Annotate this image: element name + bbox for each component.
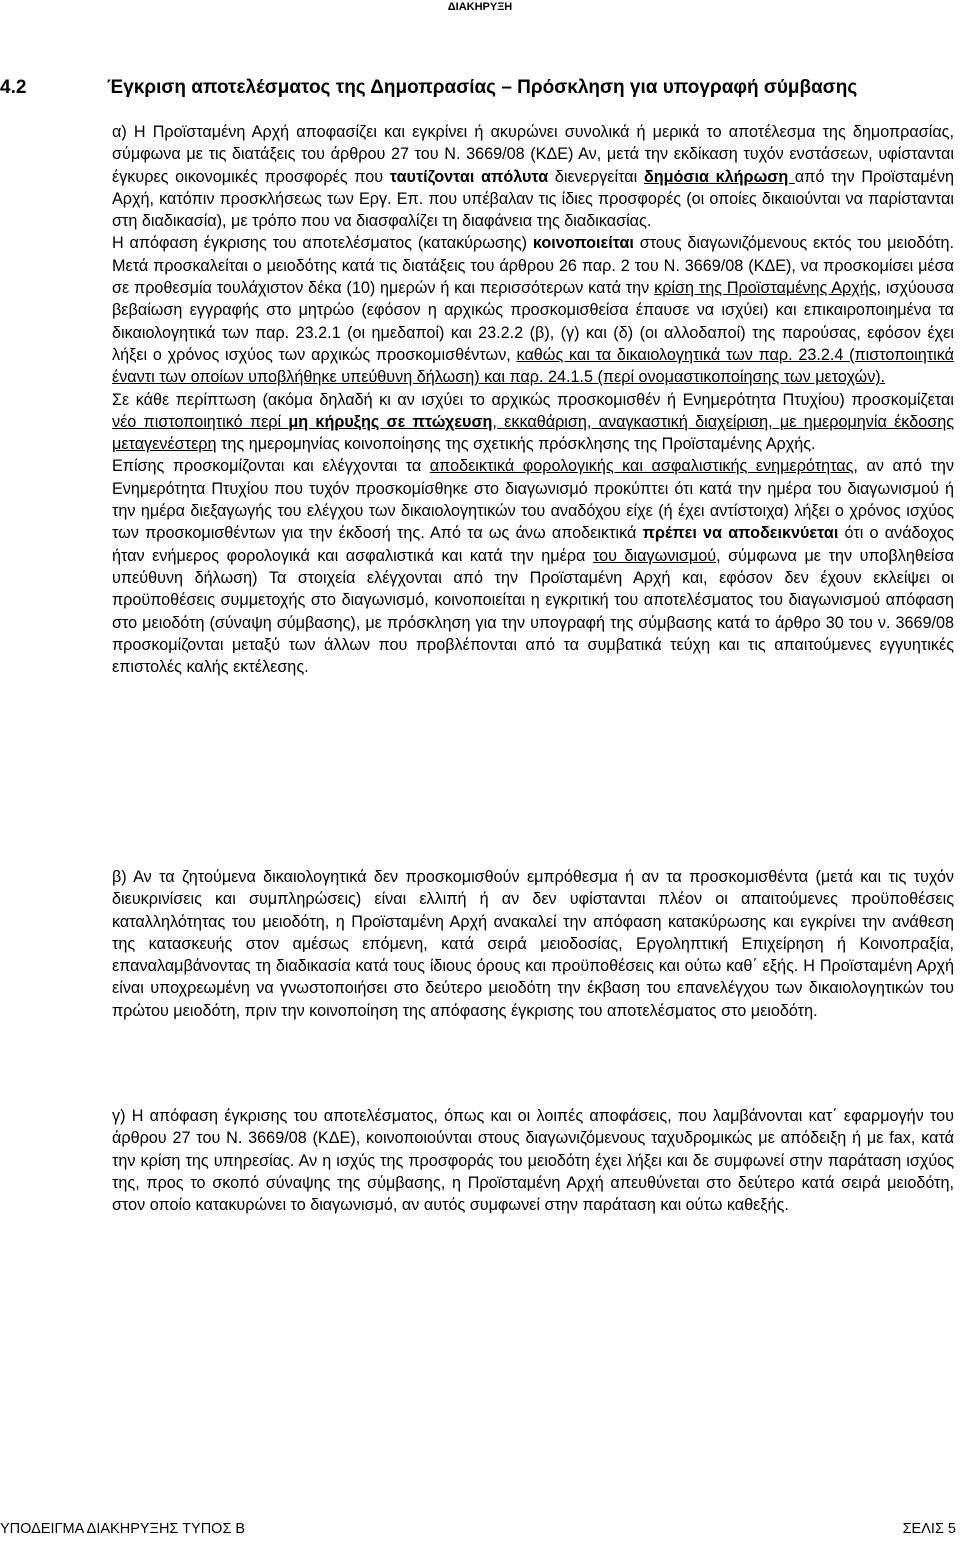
text-run: σύμφωνα με την υποβληθείσα υπεύθυνη δήλωση) Τα στοιχεία ελέγχονται από την Προϊσταμένη Αρχή και, εφόσον δεν έχουν εκλείψει οι προϋποθέσεις συμμετοχής στο διαγωνισμό, κοινοποιείται η εγκριτική του αποτελέσματος του διαγωνισμού απόφαση στο μειοδότη (σύναψη σύμβασης), με πρόσκληση για την υπογραφή της σύμβασης κατά το άρθρο 30 του ν. 3669/08 προσκομίζονται μεταξύ των άλλων που προβλέπονται από τα συμβατικά τεύχη και τις απαιτούμενες εγγυητικές επιστολές καλής εκτέλεσης. bbox=[112, 546, 954, 677]
paragraph-a-text bbox=[112, 232, 954, 388]
emphasis-text: κοινοποιείται bbox=[532, 234, 634, 253]
footer-page-number: ΣΕΛΙΣ 5 bbox=[902, 1521, 956, 1537]
paragraph-c-text: γ) Η απόφαση έγκρισης του αποτελέσματος, όπως και οι λοιπές αποφάσεις, που λαμβάνονται κατ΄ εφαρμογήν του άρθρου 27 του Ν. 3669/08 (ΚΔΕ), κοινοποιούνται στους διαγωνιζόμενους ταχυδρομικώς με απόδειξη ή με fax, κατά την κρίση της υπηρεσίας. Αν η ισχύς της προσφοράς του μειοδότη έχει λήξει και δε συμφωνεί στην παράταση ισχύος της, προς το σκοπό σύναψης της σύμβασης, η Προϊσταμένη Αρχή απευθύνεται στο δεύτερο κατά σειρά μειοδότη, στον οποίο κατακυρώνει το διαγωνισμό, αν αυτός συμφωνεί στην παράταση και ούτω καθεξής. bbox=[112, 1107, 954, 1215]
text-run: , ισχύουσα βεβαίωση εγγραφής στο μητρώο (εφόσον η αρχικώς προσκομισθείσα έπαυσε να ισχύει) και επικαιροποιημένα τα δικαιολογητικά των παρ. 23.2.1 (οι ημεδαποί) και 23.2.2 (β), (γ) και (δ) (οι αλλοδαποί) της παρούσας, εφόσον έχει λήξει ο χρόνος ισχύος των αρχικώς προσκομισθέντων, bbox=[112, 279, 954, 364]
text-run: Η απόφαση έγκρισης του αποτελέσματος (κατακύρωσης) bbox=[112, 234, 533, 253]
emphasis-text: δημόσια κλήρωση bbox=[643, 167, 795, 186]
text-run: διενεργείται bbox=[548, 167, 644, 186]
underlined-text: του διαγωνισμού, bbox=[592, 546, 721, 565]
paragraph-a bbox=[112, 121, 954, 678]
emphasis-text: ταυτίζονται απόλυτα bbox=[389, 167, 549, 186]
text-run: στους διαγωνιζόμενους εκτός του μειοδότη. Μετά προσκαλείται ο μειοδότης κατά τις διατάξεις του άρθρου 26 παρ. 2 του Ν. 3669/08 (ΚΔΕ), να προσκομίσει μέσα σε προθεσμία τουλάχιστον δέκα (10) ημερών ή και περισσότερων κατά την bbox=[112, 234, 955, 298]
text-run: α) Η Προϊσταμένη Αρχή αποφασίζει και εγκρίνει ή ακυρώνει συνολικά ή μερικά το αποτέλεσμα της δημοπρασίας, σύμφωνα με τις διατάξεις του άρθρου 27 του Ν. 3669/08 (ΚΔΕ) Αν, μετά την εκδίκαση τυχόν ενστάσεων, υφίστανται έγκυρες οικονομικές προσφορές που bbox=[112, 123, 954, 186]
document-header: ΔΙΑΚΗΡΥΞΗ bbox=[447, 1, 513, 13]
text-run: ότι ο ανάδοχος ήταν ενήμερος φορολογικά και ασφαλιστικά και κατά την ημέρα bbox=[112, 524, 954, 565]
underlined-text: καθώς και τα δικαιολογητικά των παρ. 23.2.4 (πιστοποιητικά έναντι των οποίων υποβλήθηκε υπεύθυνη δήλωση) και παρ. 24.1.5 (περί ονομαστικοποίησης των μετοχών). bbox=[112, 345, 954, 387]
paragraph-b bbox=[112, 866, 954, 1022]
section-number: 4.2 bbox=[0, 77, 27, 98]
emphasis-text: μη κήρυξης σε πτώχευση bbox=[288, 412, 493, 431]
page-footer bbox=[0, 1519, 956, 1539]
text-run: Σε κάθε περίπτωση (ακόμα δηλαδή κι αν ισχύει το αρχικώς προσκομισθέν ή Ενημερότητα Πτυχίου) προσκομίζεται bbox=[112, 390, 954, 409]
underlined-text: κρίση της Προϊσταμένης Αρχής bbox=[654, 279, 877, 298]
paragraph-a-text bbox=[112, 455, 954, 678]
underlined-text: αποδεικτικά φορολογικής και ασφαλιστικής ενημερότητας bbox=[429, 457, 854, 476]
paragraph-c bbox=[112, 1105, 954, 1216]
underlined-text: , εκκαθάριση, αναγκαστική διαχείριση, με ημερομηνία έκδοσης μεταγενέστερη bbox=[112, 412, 955, 454]
emphasis-text: πρέπει να αποδεικνύεται bbox=[642, 524, 839, 543]
text-run: της ημερομηνίας κοινοποίησης της σχετικής πρόσκλησης της Προϊσταμένης Αρχής. bbox=[216, 435, 816, 454]
section-title: Έγκριση αποτελέσματος της Δημοπρασίας – Πρόσκληση για υπογραφή σύμβασης bbox=[107, 77, 858, 98]
text-run: από την Προϊσταμένη Αρχή, κατόπιν προσκλήσεως των Εργ. Επ. που υπέβαλαν τις ίδιες προσφορές (οι οποίες δικαιούνται να παρίστανται στη διαδικασία), με τρόπο που να διασφαλίζει τη διαφάνεια της διαδικασίας. bbox=[112, 167, 954, 231]
text-run: , αν από την Ενημερότητα Πτυχίου που τυχόν προσκομίσθηκε στο διαγωνισμό προκύπτει ότι κατά την ημέρα του διαγωνισμού ή την ημέρα διεξαγωγής του ελέγχου των δικαιολογητικών του αναδόχου είχε (ή έχει αντίστοιχα) λήξει ο χρόνος ισχύος των προσκομισθέντων για την έκδοσή της. Από τα ως άνω αποδεικτικά bbox=[112, 457, 955, 543]
text-run: Επίσης προσκομίζονται και ελέγχονται τα bbox=[112, 457, 430, 476]
footer-document-type: ΥΠΟΔΕΙΓΜΑ ΔΙΑΚΗΡΥΞΗΣ ΤΥΠΟΣ Β bbox=[0, 1521, 246, 1537]
underlined-text: νέο πιστοποιητικό περί bbox=[112, 412, 289, 431]
paragraph-a-text bbox=[112, 389, 954, 456]
paragraph-a-text bbox=[112, 121, 954, 232]
paragraph-b-text: β) Αν τα ζητούμενα δικαιολογητικά δεν προσκομισθούν εμπρόθεσμα ή αν τα προσκομισθέντα (μετά και τις τυχόν διευκρινίσεις και συμπληρώσεις) είναι ελλιπή ή αν δεν υφίστανται πλέον οι απαιτούμενες προϋποθέσεις καταλληλότητας του μειοδότη, η Προϊσταμένη Αρχή ανακαλεί την απόφαση κατακύρωσης και εγκρίνει την ανάθεση της κατασκευής στον αμέσως επόμενη, κατά σειρά μειοδοσίας, Εργοληπτική Επιχείρηση ή Κοινοπραξία, επαναλαμβάνοντας τη διαδικασία κατά τους ίδιους όρους και προϋποθέσεις και ούτω καθ΄ εξής. Η Προϊσταμένη Αρχή είναι υποχρεωμένη να γνωστοποιήσει στο δεύτερο μειοδότη την έκβαση του επανελέγχου των δικαιολογητικών του πρώτου μειοδότη, πριν την κοινοποίηση της απόφασης έγκρισης του αποτελέσματος στο μειοδότη. bbox=[112, 868, 954, 1020]
